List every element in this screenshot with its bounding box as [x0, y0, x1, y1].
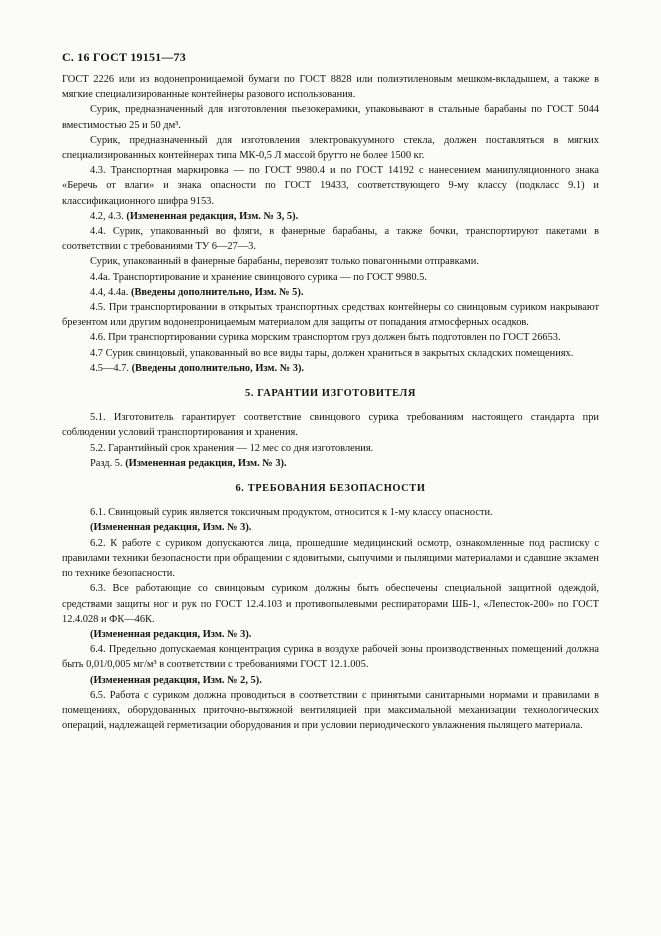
paragraph	[62, 330, 599, 345]
amendment-note	[62, 361, 599, 376]
clause-reference: 4.2, 4.3.	[90, 210, 127, 222]
paragraph	[62, 133, 599, 163]
paragraph-text: 6.4. Предельно допускаемая концентрация сурика в воздухе рабочей зоны производственных помещений должна быть 0,01/0,005 мг/м³ в соответствии с требованиями ГОСТ 12.1.005.	[62, 644, 599, 671]
paragraph-text: 4.3. Транспортная маркировка — по ГОСТ 9980.4 и по ГОСТ 14192 с нанесением манипуляционного знака «Беречь от влаги» и знака опасности по ГОСТ 19433, соответствующего 9-му классу (подкласс 9.1) и классификационного шифра 9153.	[62, 165, 599, 207]
amendment-text: (Введены дополнительно, Изм. № 3).	[131, 362, 304, 374]
document-body	[62, 72, 599, 733]
paragraph-text: 6.2. К работе с суриком допускаются лица, прошедшие медицинский осмотр, ознакомленные под расписку с правилами техники безопасности при обращении с ядовитыми, сыпучими и пылящими материалами и сдавшие экзамен по технике безопасности.	[62, 537, 599, 580]
page-header: С. 16 ГОСТ 19151—73	[62, 50, 186, 64]
amendment-text: (Измененная редакция, Изм. № 3).	[90, 522, 252, 534]
paragraph-text: 6.1. Свинцовый сурик является токсичным продуктом, относится к 1-му классу опасности.	[90, 507, 493, 519]
paragraph-text: Сурик, предназначенный для изготовления электровакуумного стекла, должен поставляться в мягких специализированных контейнерах типа МК-0,5 Л массой брутто не более 1500 кг.	[62, 134, 599, 162]
paragraph-text: 5.2. Гарантийный срок хранения — 12 мес со дня изготовления.	[90, 442, 374, 454]
paragraph-text: 6.3. Все работающие со свинцовым суриком должны быть обеспечены специальной защитной одеждой, средствами защиты ног и рук по ГОСТ 12.4.103 и противопылевыми респираторами ШБ-1, «Лепесток-200» по ГОСТ 12.4.028 и ФК—46К.	[62, 583, 599, 625]
paragraph-text: Сурик, упакованный в фанерные барабаны, перевозят только повагонными отправками.	[90, 256, 479, 268]
amendment-text: (Измененная редакция, Изм. № 2, 5).	[90, 674, 262, 686]
paragraph	[62, 224, 599, 254]
paragraph	[62, 346, 599, 361]
amendment-text: (Измененная редакция, Изм. № 3).	[125, 457, 287, 469]
section-title: 6. ТРЕБОВАНИЯ БЕЗОПАСНОСТИ	[235, 483, 426, 495]
amendment-note	[62, 520, 599, 535]
paragraph	[62, 163, 599, 209]
paragraph-text: 6.5. Работа с суриком должна проводиться в соответствии с принятыми санитарными нормами и правилами в помещениях, оборудованных приточно-вытяжной вентиляцией при максимальной механизации технологических операций, надлежащей герметизации оборудования и при условии периодического увлажнения пылящего материала.	[62, 689, 599, 732]
section-title: 5. ГАРАНТИИ ИЗГОТОВИТЕЛЯ	[245, 388, 416, 400]
paragraph	[62, 581, 599, 627]
paragraph-text: 4.6. При транспортировании сурика морским транспортом груз должен быть подготовлен по ГОСТ 26653.	[90, 332, 561, 344]
paragraph	[62, 505, 599, 520]
amendment-note	[62, 673, 599, 688]
clause-reference: 4.4, 4.4а.	[90, 286, 131, 298]
paragraph	[62, 441, 599, 456]
paragraph	[62, 410, 599, 440]
paragraph	[62, 688, 599, 734]
paragraph-text: 4.5. При транспортировании в открытых транспортных средствах контейнеры со свинцовым суриком накрывают брезентом или другим водонепроницаемым материалом для защиты от попадания атмосферных осадков.	[62, 302, 599, 329]
clause-reference: 4.5—4.7.	[90, 362, 132, 374]
amendment-note	[62, 209, 599, 224]
paragraph	[62, 300, 599, 330]
paragraph	[62, 270, 599, 285]
paragraph	[62, 72, 599, 102]
paragraph-text: 4.7 Сурик свинцовый, упакованный во все виды тары, должен храниться в закрытых складских помещениях.	[90, 347, 574, 359]
amendment-text: (Измененная редакция, Изм. № 3).	[90, 628, 252, 640]
paragraph-text: ГОСТ 2226 или из водонепроницаемой бумаги по ГОСТ 8828 или полиэтиленовым мешком-вкладышем, а также в мягкие специализированные контейнеры разового использования.	[62, 74, 599, 101]
paragraph	[62, 254, 599, 269]
amendment-text: (Введены дополнительно, Изм. № 5).	[130, 286, 304, 298]
paragraph-text: 5.1. Изготовитель гарантирует соответствие свинцового сурика требованиям настоящего стандарта при соблюдении условий транспортирования и хранения.	[62, 412, 599, 439]
paragraph	[62, 642, 599, 672]
amendment-note	[62, 627, 599, 642]
paragraph-text: 4.4. Сурик, упакованный во фляги, в фанерные барабаны, а также бочки, транспортируют пакетами в соответствии с требованиями ТУ 6—27—3.	[62, 226, 599, 253]
paragraph	[62, 536, 599, 582]
paragraph-text: Сурик, предназначенный для изготовления пьезокерамики, упаковывают в стальные барабаны по ГОСТ 5044 вместимостью 25 и 50 дм³.	[62, 104, 599, 131]
amendment-note	[62, 285, 599, 300]
paragraph	[62, 102, 599, 132]
amendment-note	[62, 456, 599, 471]
paragraph-text: 4.4а. Транспортирование и хранение свинцового сурика — по ГОСТ 9980.5.	[90, 271, 427, 283]
clause-reference: Разд. 5.	[90, 457, 126, 469]
amendment-text: (Измененная редакция, Изм. № 3, 5).	[126, 210, 299, 222]
